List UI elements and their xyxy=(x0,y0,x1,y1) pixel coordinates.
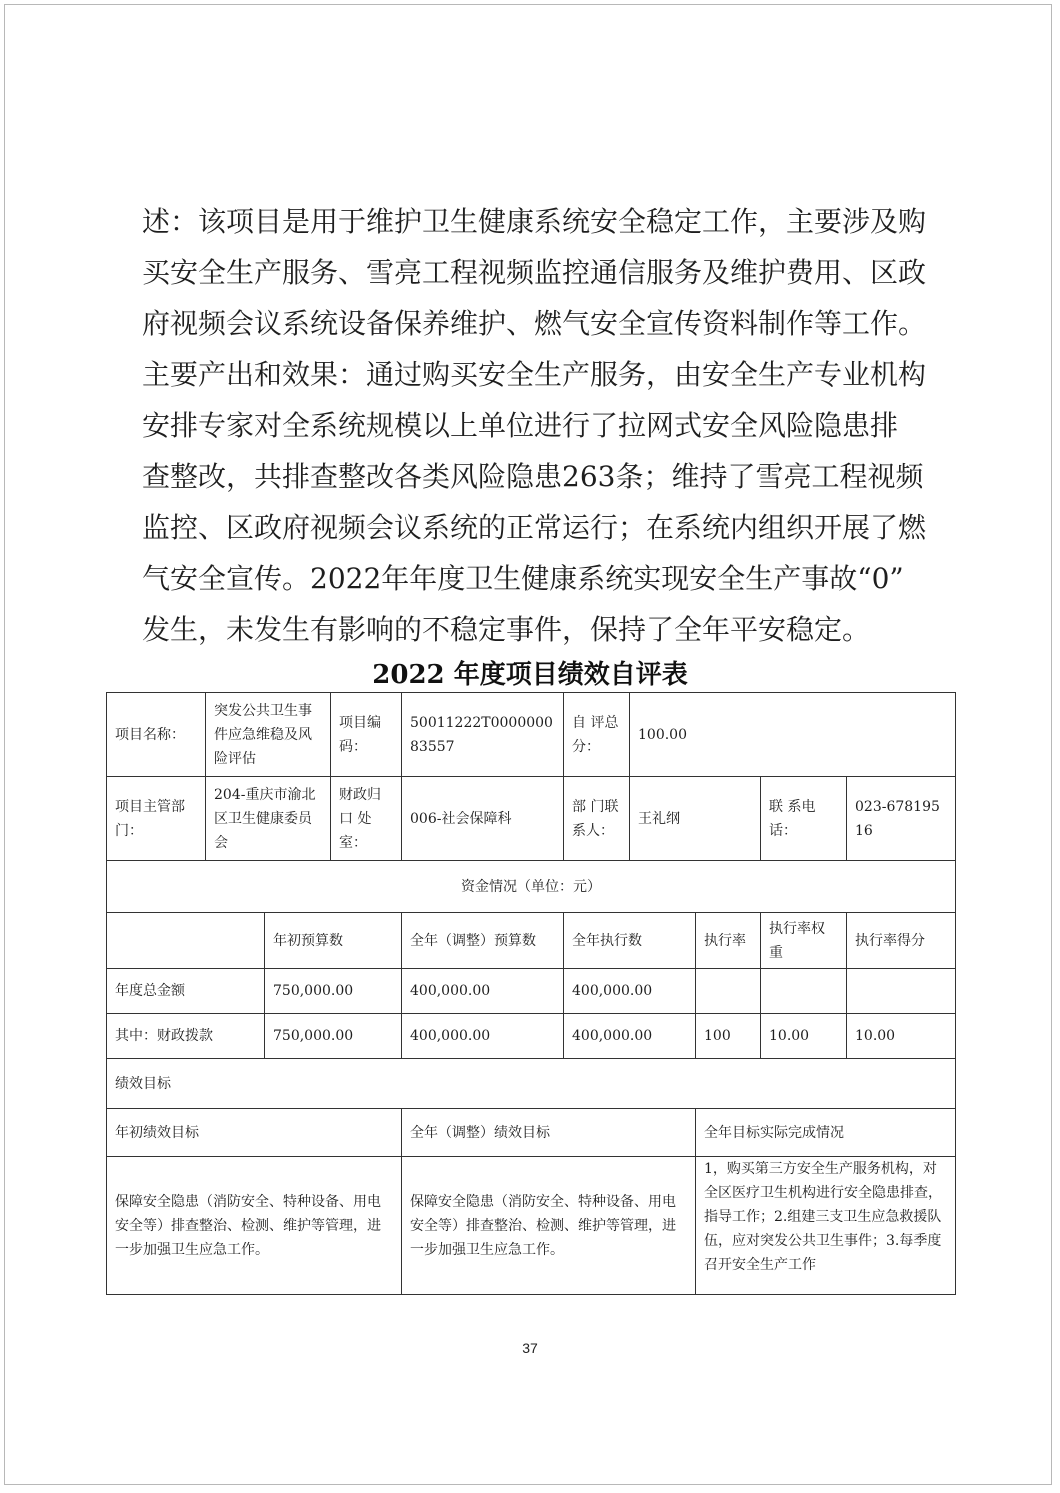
paragraph-line: 述：该项目是用于维护卫生健康系统安全稳定工作，主要涉及购 xyxy=(142,205,927,238)
table-row xyxy=(107,1109,956,1157)
table-row xyxy=(107,1157,956,1295)
funds-header: 资金情况（单位：元） xyxy=(107,861,956,913)
row-executed: 400,000.00 xyxy=(564,969,696,1014)
self-score-label: 自 评总分： xyxy=(564,693,630,777)
goal-col-initial: 年初绩效目标 xyxy=(107,1109,402,1157)
table-title: 2022 年度项目绩效自评表 xyxy=(372,660,688,690)
col-initial-budget: 年初预算数 xyxy=(265,913,402,969)
row-adjusted: 400,000.00 xyxy=(402,1014,564,1059)
phone-label: 联 系电话： xyxy=(761,777,847,861)
table-row xyxy=(107,693,956,777)
dept: 204-重庆市渝北区卫生健康委员会 xyxy=(206,777,331,861)
paragraph-line: 发生，未发生有影响的不稳定事件，保持了全年平安稳定。 xyxy=(142,613,871,646)
page-number: 37 xyxy=(522,1340,538,1356)
table-row xyxy=(107,861,956,913)
goals-header: 绩效目标 xyxy=(107,1059,956,1109)
col-executed: 全年执行数 xyxy=(564,913,696,969)
paragraph-line: 监控、区政府视频会议系统的正常运行；在系统内组织开展了燃 xyxy=(142,511,927,544)
body-paragraph xyxy=(142,196,932,655)
row-rate: 100 xyxy=(696,1014,761,1059)
row-adjusted: 400,000.00 xyxy=(402,969,564,1014)
finance-label: 财政归口 处室： xyxy=(331,777,402,861)
col-adjusted-budget: 全年（调整）预算数 xyxy=(402,913,564,969)
finance: 006-社会保障科 xyxy=(402,777,564,861)
goal-initial: 保障安全隐患（消防安全、特种设备、用电安全等）排查整治、检测、维护等管理，进一步加强卫生应急工作。 xyxy=(107,1157,402,1295)
row-executed: 400,000.00 xyxy=(564,1014,696,1059)
table-row xyxy=(107,969,956,1014)
row-initial: 750,000.00 xyxy=(265,1014,402,1059)
goal-col-adjusted: 全年（调整）绩效目标 xyxy=(402,1109,696,1157)
dept-contact: 王礼纲 xyxy=(630,777,761,861)
project-name-label: 项目名称： xyxy=(107,693,206,777)
goal-adjusted: 保障安全隐患（消防安全、特种设备、用电安全等）排查整治、检测、维护等管理，进一步加强卫生应急工作。 xyxy=(402,1157,696,1295)
table-row xyxy=(107,777,956,861)
paragraph-line: 主要产出和效果：通过购买安全生产服务，由安全生产专业机构 xyxy=(142,358,927,391)
paragraph-line: 气安全宣传。2022年年度卫生健康系统实现安全生产事故“0” xyxy=(142,562,904,595)
performance-table xyxy=(106,692,956,1295)
row-score: 10.00 xyxy=(847,1014,956,1059)
project-name: 突发公共卫生事件应急维稳及风险评估 xyxy=(206,693,331,777)
project-code: 50011222T000000083557 xyxy=(402,693,564,777)
self-score: 100.00 xyxy=(630,693,956,777)
dept-contact-label: 部 门联 系人： xyxy=(564,777,630,861)
col-exec-rate: 执行率 xyxy=(696,913,761,969)
dept-label: 项目主管部门： xyxy=(107,777,206,861)
paragraph-line: 府视频会议系统设备保养维护、燃气安全宣传资料制作等工作。 xyxy=(142,307,927,340)
paragraph-line: 查整改，共排查整改各类风险隐患263条；维持了雪亮工程视频 xyxy=(142,460,924,493)
paragraph-line: 安排专家对全系统规模以上单位进行了拉网式安全风险隐患排 xyxy=(142,409,899,442)
row-label: 年度总金额 xyxy=(107,969,265,1014)
table-row xyxy=(107,1014,956,1059)
table-row xyxy=(107,913,956,969)
row-weight xyxy=(761,969,847,1014)
row-rate xyxy=(696,969,761,1014)
row-score xyxy=(847,969,956,1014)
row-weight: 10.00 xyxy=(761,1014,847,1059)
row-initial: 750,000.00 xyxy=(265,969,402,1014)
paragraph-line: 买安全生产服务、雪亮工程视频监控通信服务及维护费用、区政 xyxy=(142,256,927,289)
col-exec-weight: 执行率权重 xyxy=(761,913,847,969)
goal-col-actual: 全年目标实际完成情况 xyxy=(696,1109,956,1157)
project-code-label: 项目编码： xyxy=(331,693,402,777)
col-exec-score: 执行率得分 xyxy=(847,913,956,969)
empty-cell xyxy=(107,913,265,969)
goal-actual xyxy=(696,1157,956,1295)
row-label: 其中：财政拨款 xyxy=(107,1014,265,1059)
table-row xyxy=(107,1059,956,1109)
phone: 023-67819516 xyxy=(847,777,956,861)
goal-actual-text: 1，购买第三方安全生产服务机构，对全区医疗卫生机构进行安全隐患排查，指导工作；2.组建三支卫生应急救援队伍，应对突发公共卫生事件；3.每季度召开安全生产工作 xyxy=(704,1161,942,1273)
